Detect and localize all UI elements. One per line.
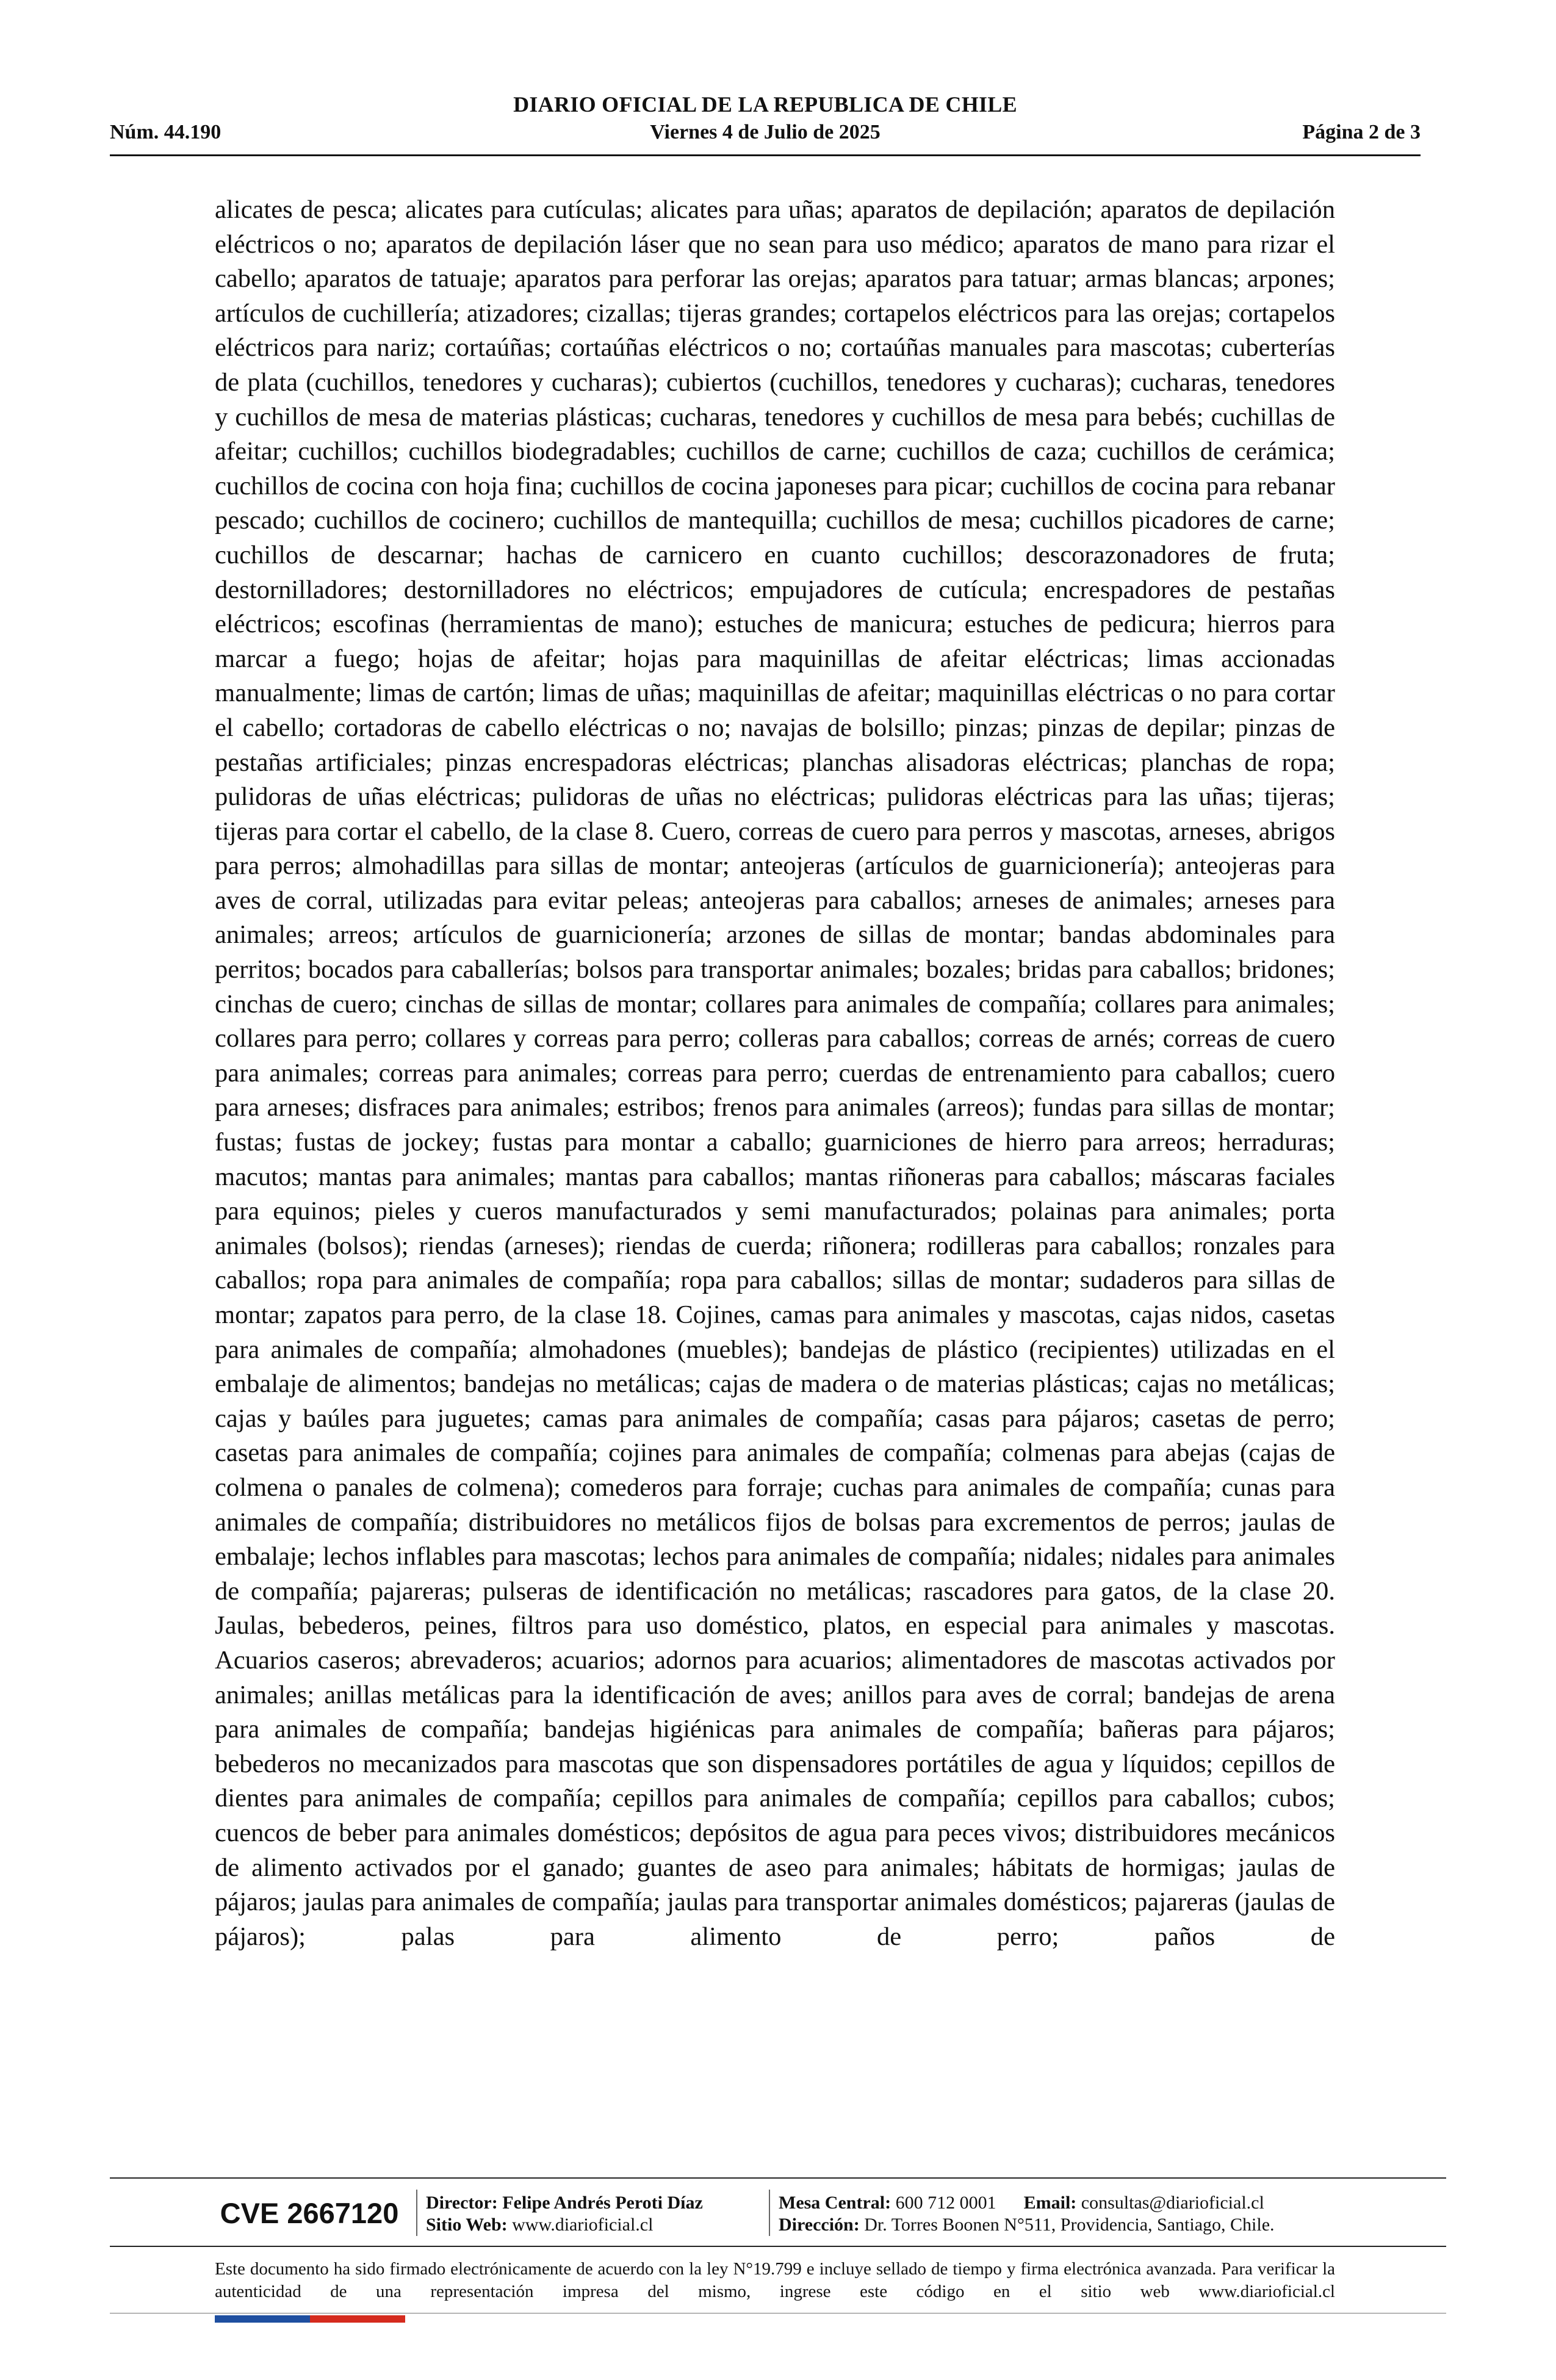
director-name: Felipe Andrés Peroti Díaz (502, 2193, 703, 2213)
header-divider (110, 154, 1421, 156)
director-line (426, 2192, 703, 2214)
footer-divider-top (110, 2177, 1446, 2179)
page-indicator: Página 2 de 3 (1302, 121, 1421, 143)
address-label: Dirección: (779, 2215, 860, 2235)
mesa-phone: 600 712 0001 (895, 2193, 996, 2213)
address-value: Dr. Torres Boonen N°511, Providencia, Santiago, Chile. (864, 2215, 1275, 2235)
issue-date: Viernes 4 de Julio de 2025 (650, 121, 881, 143)
chile-flag-stripe (215, 2315, 405, 2323)
publication-title: DIARIO OFICIAL DE LA REPUBLICA DE CHILE (513, 92, 1017, 117)
signature-notice: Este documento ha sido firmado electrónicamente de acuerdo con la ley N°19.799 e incluye sellado de tiempo y firma electrónica avanzada. Para verificar la autenticidad de una representación impresa del mismo, ingrese este código en el sitio web www.diarioficial.cl (215, 2259, 1335, 2301)
main-text (215, 193, 1335, 1954)
mesa-label: Mesa Central: (779, 2193, 891, 2213)
website-link[interactable]: www.diarioficial.cl (512, 2215, 654, 2235)
footer-divider-middle (110, 2246, 1446, 2247)
footer-separator (416, 2190, 417, 2236)
footer-director-block (426, 2192, 703, 2236)
cve-code: CVE 2667120 (220, 2196, 399, 2229)
address-line (779, 2214, 1275, 2236)
website-line (426, 2214, 703, 2236)
footer-contact-block (779, 2192, 1275, 2236)
flag-blue-segment (215, 2315, 310, 2323)
email-link[interactable]: consultas@diarioficial.cl (1081, 2193, 1264, 2213)
director-label: Director: (426, 2193, 498, 2213)
email-label: Email: (1023, 2193, 1077, 2213)
page-header (110, 92, 1421, 153)
footer-separator (769, 2190, 770, 2236)
contact-line (779, 2192, 1275, 2214)
body-paragraph: alicates de pesca; alicates para cutículas; alicates para uñas; aparatos de depilación; aparatos de depilación eléctricos o no; aparatos de depilación láser que no sean para uso médico; aparatos de mano para rizar el cabello; aparatos de tatuaje; aparatos para perforar las orejas; aparatos para tatuar; armas blancas; arpones; artículos de cuchillería; atizadores; cizallas; tijeras grandes; cortapelos eléctricos para las orejas; cortapelos eléctricos para nariz; cortaúñas; cortaúñas eléctricos o no; cortaúñas manuales para mascotas; cuberterías de plata (cuchillos, tenedores y cucharas); cubiertos (cuchillos, tenedores y cucharas); cucharas, tenedores y cuchillos de mesa de materias plásticas; cucharas, tenedores y cuchillos de mesa para bebés; cuchillas de afeitar; cuchillos; cuchillos biodegradables; cuchillos de carne; cuchillos de caza; cuchillos de cerámica; cuchillos de cocina con hoja fina; cuchillos de cocina japoneses para picar; cuchillos de cocina para rebanar pescado; cuchillos de cocinero; cuchillos de mantequilla; cuchillos de mesa; cuchillos picadores de carne; cuchillos de descarnar; hachas de carnicero en cuanto cuchillos; descorazonadores de fruta; destornilladores; destornilladores no eléctricos; empujadores de cutícula; encrespadores de pestañas eléctricos; escofinas (herramientas de mano); estuches de manicura; estuches de pedicura; hierros para marcar a fuego; hojas de afeitar; hojas para maquinillas de afeitar eléctricas; limas accionadas manualmente; limas de cartón; limas de uñas; maquinillas de afeitar; maquinillas eléctricas o no para cortar el cabello; cortadoras de cabello eléctricas o no; navajas de bolsillo; pinzas; pinzas de depilar; pinzas de pestañas artificiales; pinzas encrespadoras eléctricas; planchas alisadoras eléctricas; planchas de ropa; pulidoras de uñas eléctricas; pulidoras de uñas no eléctricas; pulidoras eléctricas para las uñas; tijeras; tijeras para cortar el cabello, de la clase 8. Cuero, correas de cuero para perros y mascotas, arneses, abrigos para perros; almohadillas para sillas de montar; anteojeras (artículos de guarnicionería); anteojeras para aves de corral, utilizadas para evitar peleas; anteojeras para caballos; arneses de animales; arneses para animales; arreos; artículos de guarnicionería; arzones de sillas de montar; bandas abdominales para perritos; bocados para caballerías; bolsos para transportar animales; bozales; bridas para caballos; bridones; cinchas de cuero; cinchas de sillas de montar; collares para animales de compañía; collares para animales; collares para perro; collares y correas para perro; colleras para caballos; correas de arnés; correas de cuero para animales; correas para animales; correas para perro; cuerdas de entrenamiento para caballos; cuero para arneses; disfraces para animales; estribos; frenos para animales (arreos); fundas para sillas de montar; fustas; fustas de jockey; fustas para montar a caballo; guarniciones de hierro para arreos; herraduras; macutos; mantas para animales; mantas para caballos; mantas riñoneras para caballos; máscaras faciales para equinos; pieles y cueros manufacturados y semi manufacturados; polainas para animales; porta animales (bolsos); riendas (arneses); riendas de cuerda; riñonera; rodilleras para caballos; ronzales para caballos; ropa para animales de compañía; ropa para caballos; sillas de montar; sudaderos para sillas de montar; zapatos para perro, de la clase 18. Cojines, camas para animales y mascotas, cajas nidos, casetas para animales de compañía; almohadones (muebles); bandejas de plástico (recipientes) utilizadas en el embalaje de alimentos; bandejas no metálicas; cajas de madera o de materias plásticas; cajas no metálicas; cajas y baúles para juguetes; camas para animales de compañía; casas para pájaros; casetas de perro; casetas para animales de compañía; cojines para animales de compañía; colmenas para abejas (cajas de colmena o panales de colmena); comederos para forraje; cuchas para animales de compañía; cunas para animales de compañía; distribuidores no metálicos fijos de bolsas para excrementos de perros; jaulas de embalaje; lechos inflables para mascotas; lechos para animales de compañía; nidales; nidales para animales de compañía; pajareras; pulseras de identificación no metálicas; rascadores para gatos, de la clase 20. Jaulas, bebederos, peines, filtros para uso doméstico, platos, en especial para animales y mascotas. Acuarios caseros; abrevaderos; acuarios; adornos para acuarios; alimentadores de mascotas activados por animales; anillas metálicas para la identificación de aves; anillos para aves de corral; bandejas de arena para animales de compañía; bandejas higiénicas para animales de compañía; bañeras para pájaros; bebederos no mecanizados para mascotas que son dispensadores portátiles de agua y líquidos; cepillos de dientes para animales de compañía; cepillos para animales de compañía; cepillos para caballos; cubos; cuencos de beber para animales domésticos; depósitos de agua para peces vivos; distribuidores mecánicos de alimento activados por el ganado; guantes de aseo para animales; hábitats de hormigas; jaulas de pájaros; jaulas para animales de compañía; jaulas para transportar animales domésticos; pajareras (jaulas de pájaros); palas para alimento de perro; paños de (215, 195, 1335, 1951)
issue-number: Núm. 44.190 (110, 121, 222, 143)
website-label: Sitio Web: (426, 2215, 508, 2235)
flag-red-segment (310, 2315, 405, 2323)
